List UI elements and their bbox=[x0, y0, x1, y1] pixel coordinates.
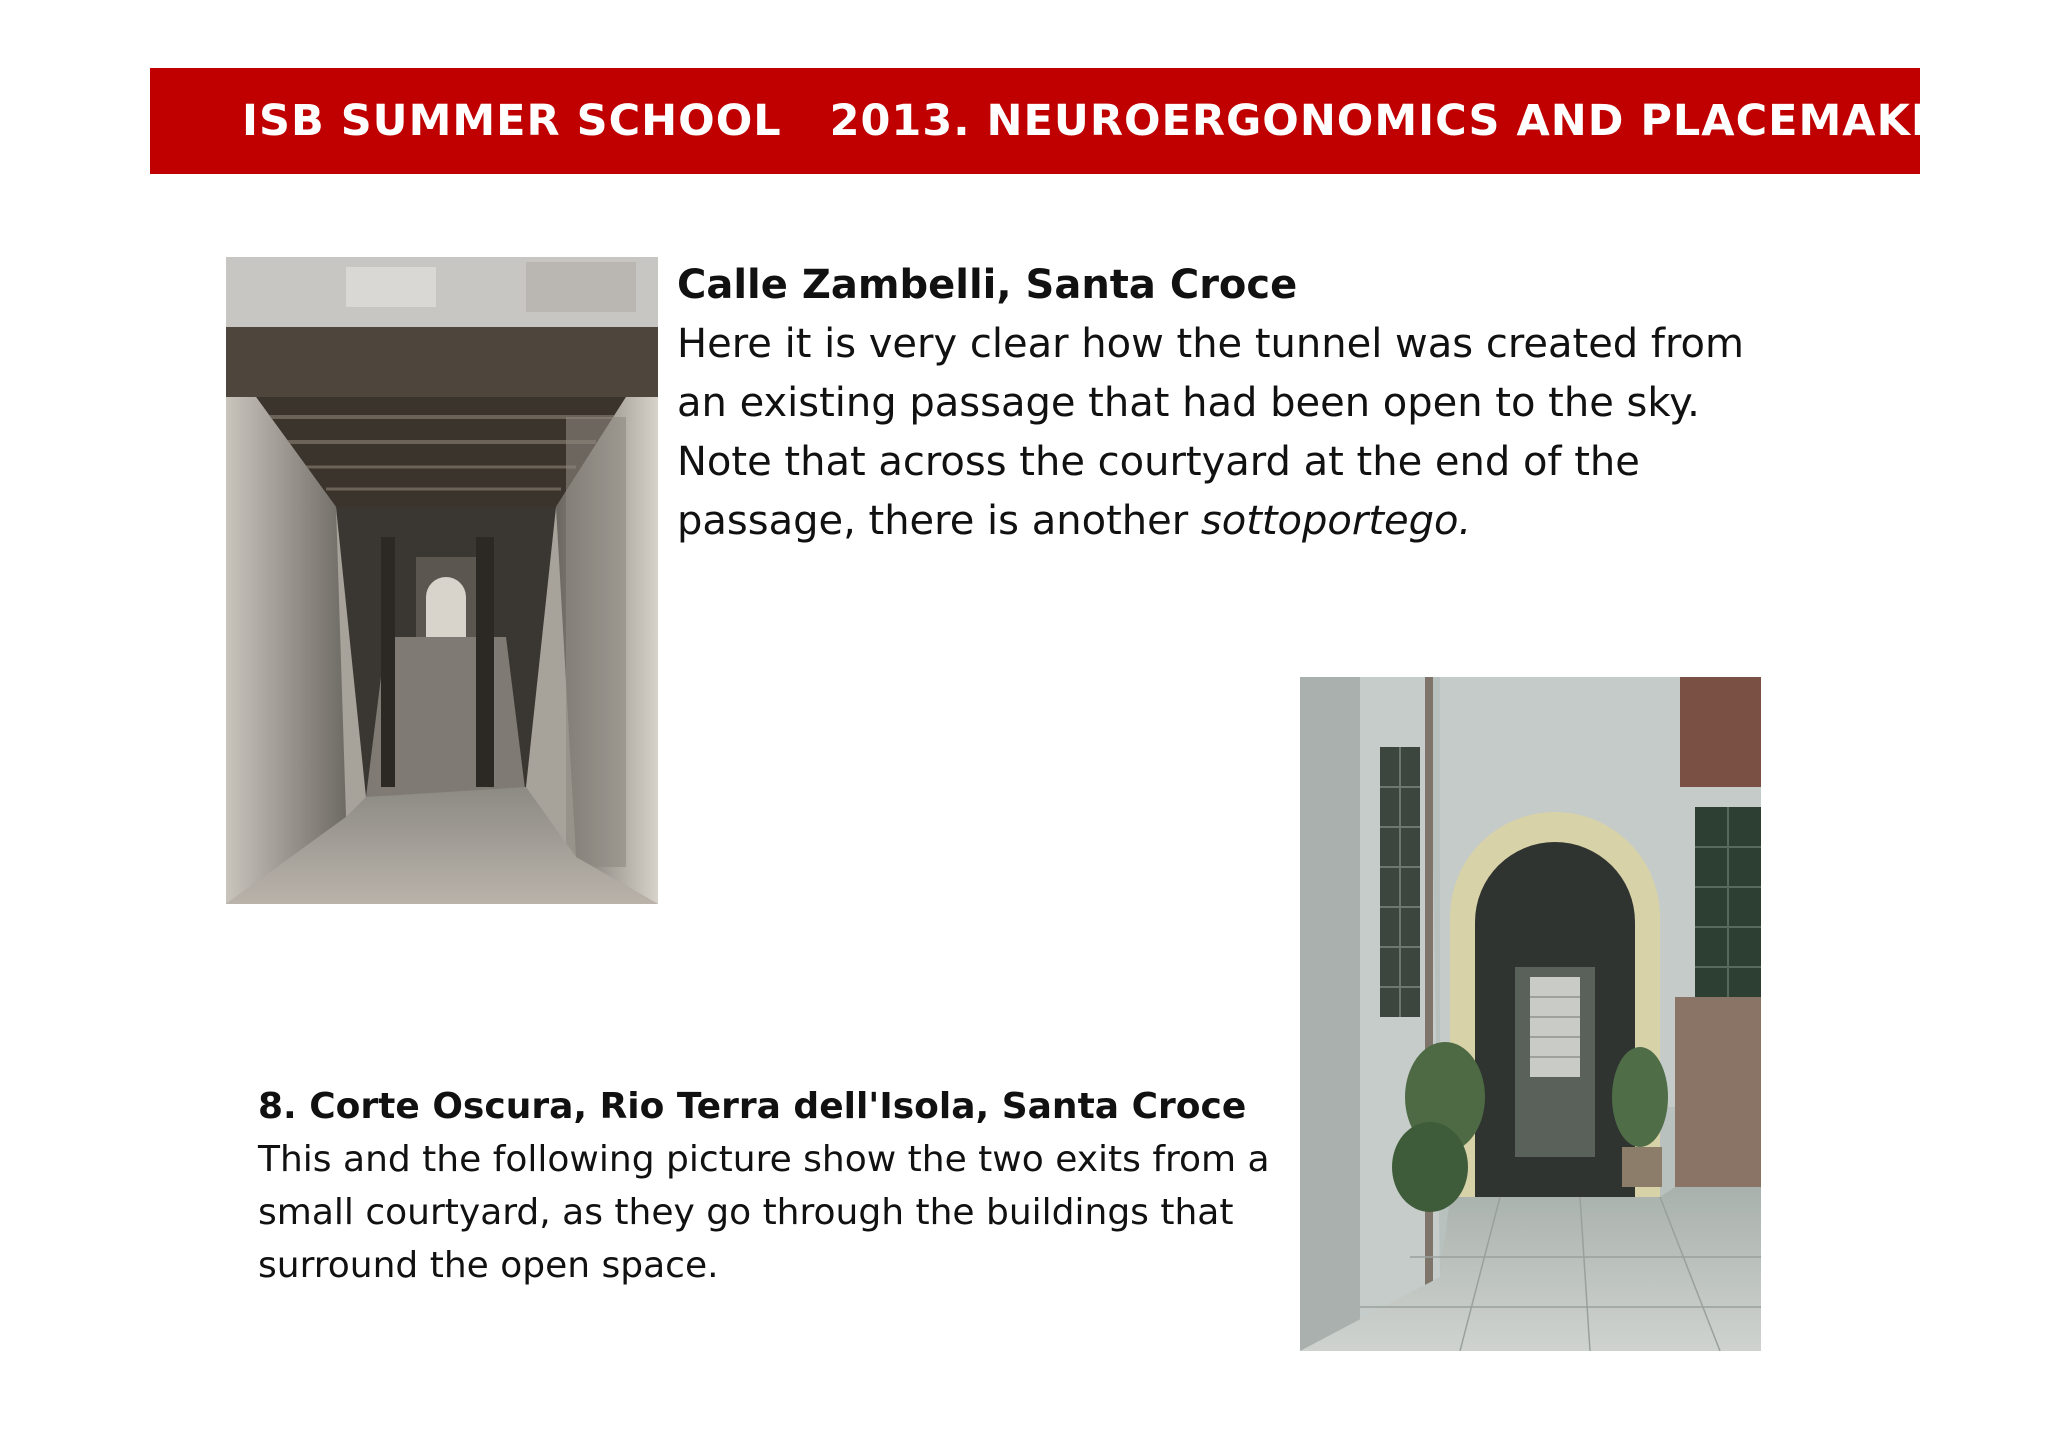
caption-heading: 8. Corte Oscura, Rio Terra dell'Isola, Santa Croce bbox=[258, 1086, 1247, 1127]
caption-line: an existing passage that had been open to the sky. bbox=[677, 380, 1700, 426]
photo-corte-oscura bbox=[1300, 677, 1761, 1351]
header-title: ISB SUMMER SCHOOL 2013. NEUROERGONOMICS AND PLACEMAKING bbox=[242, 96, 2002, 146]
caption-line-prefix: passage, there is another bbox=[677, 498, 1201, 544]
caption-line: This and the following picture show the two exits from a bbox=[258, 1139, 1270, 1180]
caption-line-last bbox=[677, 492, 1777, 551]
header-banner bbox=[150, 68, 2002, 174]
caption-line: Here it is very clear how the tunnel was created from bbox=[677, 321, 1744, 367]
caption-line: Note that across the courtyard at the end of the bbox=[677, 439, 1640, 485]
caption-line: surround the open space. bbox=[258, 1245, 719, 1286]
photo-calle-zambelli bbox=[226, 257, 658, 904]
caption-corte-oscura bbox=[258, 1080, 1288, 1292]
caption-heading: Calle Zambelli, Santa Croce bbox=[677, 262, 1298, 308]
caption-calle-zambelli bbox=[677, 256, 1777, 551]
caption-italic-term: sottoportego. bbox=[1200, 498, 1472, 544]
caption-line: small courtyard, as they go through the buildings that bbox=[258, 1192, 1234, 1233]
